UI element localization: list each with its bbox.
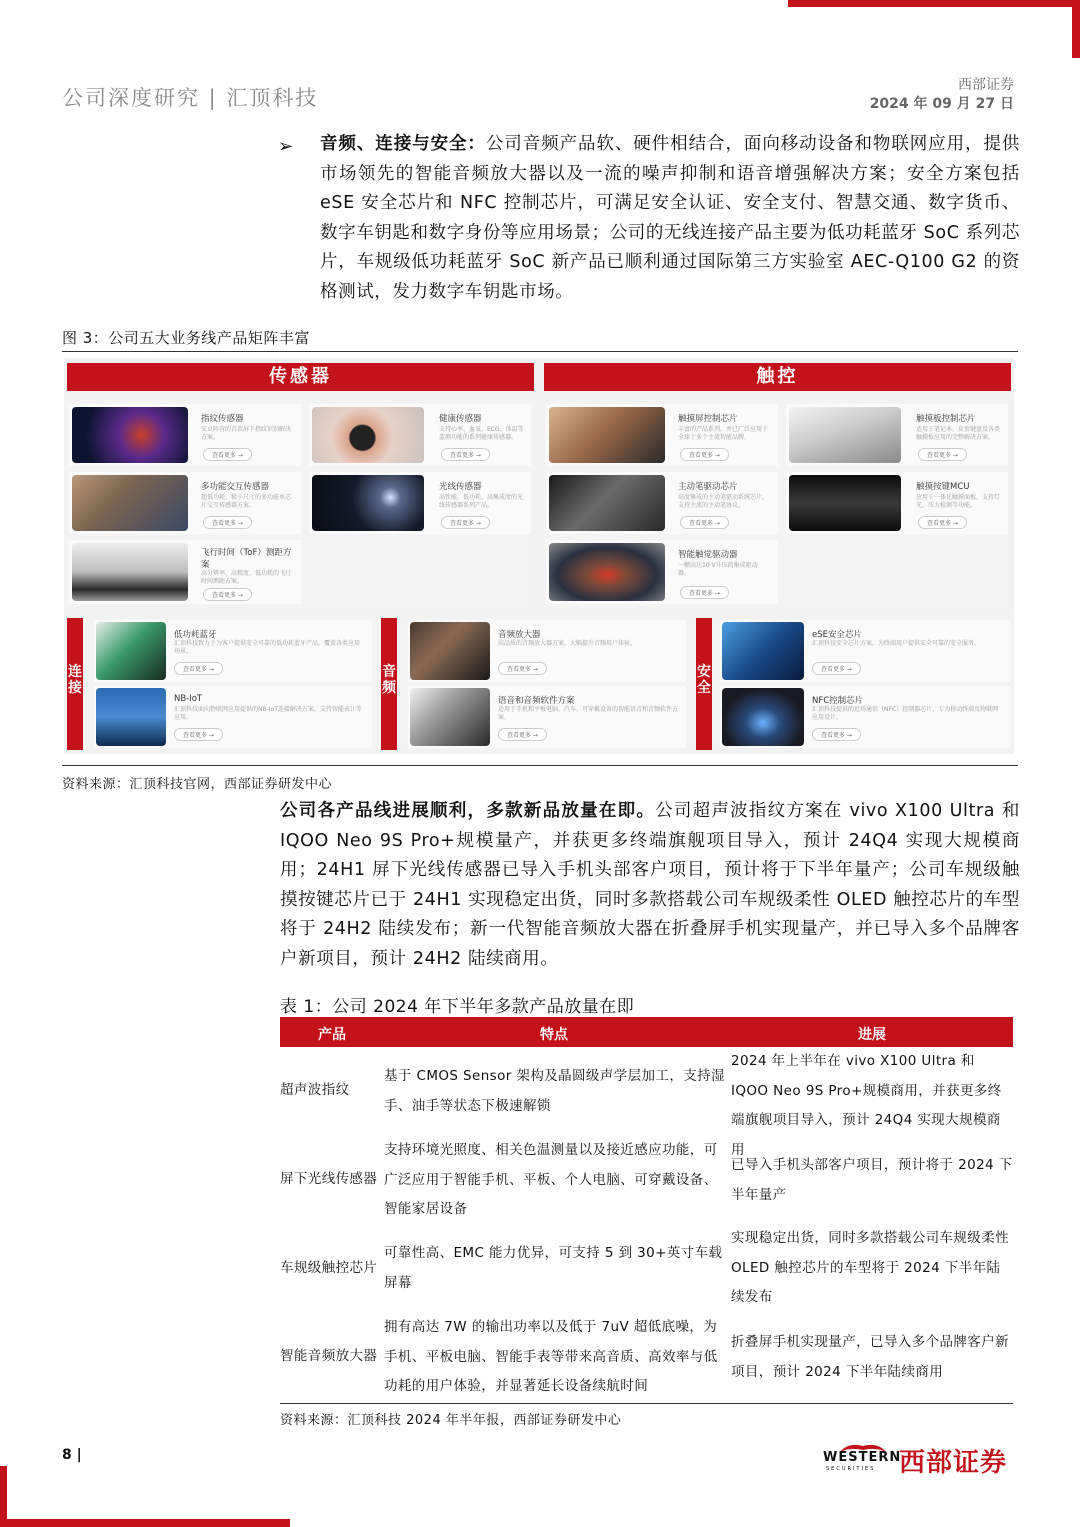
section-label-security: 安全 <box>696 618 712 750</box>
product-card-nbiot[interactable] <box>94 686 372 748</box>
view-more-button[interactable]: 查看更多 → <box>680 586 729 599</box>
card-desc: 高性能、低功耗、高集成度的光线传感器系列产品。 <box>439 494 524 509</box>
nfc-phone-image <box>722 688 804 746</box>
table-bottom-rule <box>280 1403 1013 1404</box>
header-firm: 西部证券 <box>958 77 1014 93</box>
card-title: NB-IoT <box>174 694 203 704</box>
product-card-interaction[interactable] <box>69 472 301 534</box>
card-desc: 高品质的音频放大器方案，大幅提升音频用户体验。 <box>498 640 637 647</box>
card-title: 触摸屏控制芯片 <box>678 414 738 424</box>
card-title: NFC控制芯片 <box>812 696 864 706</box>
view-more-button[interactable]: 查看更多 → <box>441 516 490 529</box>
card-title: 音频放大器 <box>498 630 541 640</box>
product-card-fingerprint[interactable] <box>69 404 301 466</box>
view-more-button[interactable]: 查看更多 → <box>918 516 967 529</box>
table-header-product: 产品 <box>318 1027 346 1043</box>
smartwatch-image <box>312 407 424 463</box>
product-card-touchpad[interactable] <box>786 404 1008 466</box>
view-more-button[interactable]: 查看更多 → <box>812 662 861 675</box>
corner-frame-bottom <box>0 1519 290 1527</box>
figure-source: 资料来源：汇顶科技官网，西部证券研发中心 <box>62 777 333 792</box>
touch-card-area <box>544 400 1011 608</box>
page-number: 8 | <box>62 1447 82 1463</box>
card-desc: 支持心率、血氧、ECG、体温等监测功能的系列健康传感器。 <box>439 426 524 441</box>
sensor-card-area <box>67 400 534 608</box>
view-more-button[interactable]: 查看更多 → <box>918 448 967 461</box>
card-title: 主动笔驱动芯片 <box>678 482 738 492</box>
bullet-paragraph <box>320 130 1020 307</box>
view-more-button[interactable]: 查看更多 → <box>174 728 223 741</box>
progress-lead: 公司各产品线进展顺利，多款新品放量在即。 <box>280 801 656 821</box>
section-label-audio: 音频 <box>381 618 397 750</box>
product-card-ese[interactable] <box>720 620 1010 682</box>
card-title: 触摸板控制芯片 <box>916 414 976 424</box>
card-desc: 汇顶科技安全芯片方案，为终端用户提供安全可靠的安全服务。 <box>812 640 981 647</box>
product-card-amp[interactable] <box>408 620 686 682</box>
view-more-button[interactable]: 查看更多 → <box>498 662 547 675</box>
card-desc: 汇顶科技提供的近场通信（NFC）控制器芯片，专为移动终端及物联网应用设计。 <box>812 706 999 721</box>
card-title: eSE安全芯片 <box>812 630 862 640</box>
table-cell-feature: 拥有高达 7W 的输出功率以及低于 7uV 超低底噪，为手机、平板电脑、智能手表等带来高音质、高效率与低功耗的用户体验，并显著延长设备续航时间 <box>384 1319 718 1394</box>
card-title: 触摸按键MCU <box>916 482 970 492</box>
city-network-image <box>96 688 166 746</box>
product-card-health[interactable] <box>309 404 531 466</box>
figure-bottom-rule <box>62 765 1018 766</box>
robot-vacuum-image <box>72 543 188 601</box>
bullet-arrow-icon: ➢ <box>278 136 294 157</box>
phone-call-image <box>410 688 490 746</box>
section-label-connect: 连接 <box>67 618 83 750</box>
card-desc: 高分辨率、高精度、低功耗的飞行时间测距方案。 <box>201 570 292 585</box>
figure-caption: 图 3：公司五大业务线产品矩阵丰富 <box>62 329 310 347</box>
card-title: 多功能交互传感器 <box>201 482 270 492</box>
laptop-touchpad-image <box>789 407 901 463</box>
table-cell-progress: 已导入手机头部客户项目，预计将于 2024 下半年量产 <box>731 1157 1013 1203</box>
earbud-user-image <box>72 475 188 531</box>
product-card-voice[interactable] <box>408 686 686 748</box>
table-cell-product: 超声波指纹 <box>280 1082 350 1098</box>
table-cell-product: 屏下光线传感器 <box>280 1171 378 1187</box>
card-desc: 应用于一体化触摸面板，支持灯光、压力检测等功能。 <box>916 494 1001 509</box>
product-card-nfc[interactable] <box>720 686 1010 748</box>
card-desc: 适用于笔记本、皮套键盘及各类触摸板应用的完整解决方案。 <box>916 426 1001 441</box>
progress-paragraph <box>280 797 1020 974</box>
table-cell-feature: 可靠性高、EMC 能力优异，可支持 5 到 30+英寸车载屏幕 <box>384 1245 723 1291</box>
report-header-title: 公司深度研究 | 汇顶科技 <box>62 86 319 110</box>
view-more-button[interactable]: 查看更多 → <box>498 728 547 741</box>
view-more-button[interactable]: 查看更多 → <box>680 516 729 529</box>
bullet-title: 音频、连接与安全： <box>320 134 486 154</box>
corner-frame-right <box>1072 0 1080 58</box>
card-title: 飞行时间（ToF）测距方案 <box>201 548 292 570</box>
card-title: 语音和音频软件方案 <box>498 696 575 706</box>
product-card-touchscreen[interactable] <box>546 404 778 466</box>
product-card-mcu[interactable] <box>786 472 1008 534</box>
headphone-user-image <box>410 622 490 680</box>
table-cell-product: 智能音频放大器 <box>280 1348 378 1364</box>
logo-english: WESTERN <box>823 1450 902 1465</box>
card-desc: 适用于手机和平板电脑、汽车、可穿戴设备的智能语音和音频软件方案。 <box>498 706 679 721</box>
product-matrix-figure <box>64 358 1014 754</box>
view-more-button[interactable]: 查看更多 → <box>203 516 252 529</box>
corner-frame-left <box>0 1466 7 1527</box>
table-cell-progress: 实现稳定出货，同时多款搭载公司车规级柔性 OLED 触控芯片的车型将于 2024 下半年陆续发布 <box>731 1230 1009 1305</box>
progress-text: 公司超声波指纹方案在 vivo X100 Ultra 和 IQOO Neo 9S Pro+规模量产，并获更多终端旗舰项目导入，预计 24Q4 实现大规模商用；24H1 屏下光线传感器已导入手机头部客户项目，预计将于下半年量产；公司车规级触摸按键芯片已于 24H1 实现稳定出货，同时多款搭载公司车规级柔性 OLED 触控芯片的车型将于 24H2 陆续发布；新一代智能音频放大器在折叠屏手机实现量产，并已导入多个品牌客户新项目，预计 24H2 陆续商用。 <box>280 801 1020 969</box>
view-more-button[interactable]: 查看更多 → <box>203 588 252 601</box>
security-chip-image <box>722 622 804 680</box>
product-card-ble[interactable] <box>94 620 372 682</box>
card-desc: 汇顶科技面向物联网应用提供的NB-IoT连接解决方案，支持智能表计等应用。 <box>174 706 362 721</box>
card-title: 低功耗蓝牙 <box>174 630 217 640</box>
card-title: 智能触觉驱动器 <box>678 550 738 560</box>
card-desc: 一颗高达10 V升压的集成驱动器。 <box>678 562 758 577</box>
table-source: 资料来源：汇顶科技 2024 年半年报，西部证券研发中心 <box>280 1413 622 1428</box>
figure-top-rule <box>62 351 1018 352</box>
product-card-light[interactable] <box>309 472 531 534</box>
view-more-button[interactable]: 查看更多 → <box>203 448 252 461</box>
stylus-tablet-image <box>549 475 665 531</box>
card-desc: 汇顶科技致力于为客户提供安全可靠的低功耗蓝牙产品，覆盖各类应用场景。 <box>174 640 361 655</box>
phone-hands-image <box>549 407 665 463</box>
bluetooth-device-image <box>96 622 166 680</box>
card-desc: 超低功耗、极小尺寸的多功能单芯片交互传感器方案。 <box>201 494 292 509</box>
product-card-stylus[interactable] <box>546 472 778 534</box>
table-cell-product: 车规级触控芯片 <box>280 1260 378 1276</box>
view-more-button[interactable]: 查看更多 → <box>441 448 490 461</box>
section-header-touch: 触控 <box>544 363 1011 391</box>
card-title: 健康传感器 <box>439 414 482 424</box>
product-card-tof[interactable] <box>69 540 301 604</box>
table-cell-feature: 基于 CMOS Sensor 架构及晶圆级声学层加工，支持湿手、油手等状态下极速解锁 <box>384 1068 725 1114</box>
car-console-image <box>789 475 901 531</box>
bullet-text: 公司音频产品软、硬件相结合，面向移动设备和物联网应用，提供市场领先的智能音频放大器以及一流的噪声抑制和语音增强解决方案；安全方案包括 eSE 安全芯片和 NFC 控制芯片，可满足安全认证、安全支付、智慧交通、数字货币、数字车钥匙和数字身份等应用场景；公司的无线连接产品主要为低功耗蓝牙 SoC 系列芯片，车规级低功耗蓝牙 SoC 新产品已顺利通过国际第三方实验室 AEC-Q100 G2 的资格测试，发力数字车钥匙市场。 <box>320 134 1020 302</box>
view-more-button[interactable]: 查看更多 → <box>174 662 223 675</box>
view-more-button[interactable]: 查看更多 → <box>680 448 729 461</box>
logo-chinese: 西部证券 <box>899 1448 1008 1478</box>
view-more-button[interactable]: 查看更多 → <box>812 728 861 741</box>
table-header-progress: 进展 <box>858 1027 886 1043</box>
card-desc: 丰富的产品系列，并已广泛应用于全球十多个主流智能品牌。 <box>678 426 769 441</box>
card-desc: 高度集成的主动笔驱动系统芯片，支持主流的主动笔协议。 <box>678 494 769 509</box>
card-title: 指纹传感器 <box>201 414 244 424</box>
fingerprint-image <box>72 407 188 463</box>
product-card-haptic[interactable] <box>546 540 778 604</box>
table-header-row <box>280 1017 1013 1047</box>
phone-night-image <box>312 475 424 531</box>
corner-frame-top <box>788 0 1080 7</box>
header-date: 2024 年 09 月 27 日 <box>869 96 1014 112</box>
card-desc: 安卓阵营的首款屏下指纹识别解决方案。 <box>201 426 292 441</box>
table-header-feature: 特点 <box>540 1027 568 1043</box>
table-cell-progress: 2024 年上半年在 vivo X100 Ultra 和 IQOO Neo 9S Pro+规模商用，并获更多终端旗舰项目导入，预计 24Q4 实现大规模商用 <box>731 1053 1002 1158</box>
logo-subtitle: SECURITIES <box>826 1466 876 1472</box>
card-title: 光线传感器 <box>439 482 482 492</box>
section-header-sensor: 传感器 <box>67 363 534 391</box>
table-cell-feature: 支持环境光照度、相关色温测量以及接近感应功能，可广泛应用于智能手机、平板、个人电脑、可穿戴设备、智能家居设备 <box>384 1142 718 1217</box>
table-cell-progress: 折叠屏手机实现量产，已导入多个品牌客户新项目，预计 2024 下半年陆续商用 <box>731 1334 1009 1380</box>
phone-game-image <box>549 543 665 601</box>
table-caption: 表 1：公司 2024 年下半年多款产品放量在即 <box>280 997 635 1017</box>
